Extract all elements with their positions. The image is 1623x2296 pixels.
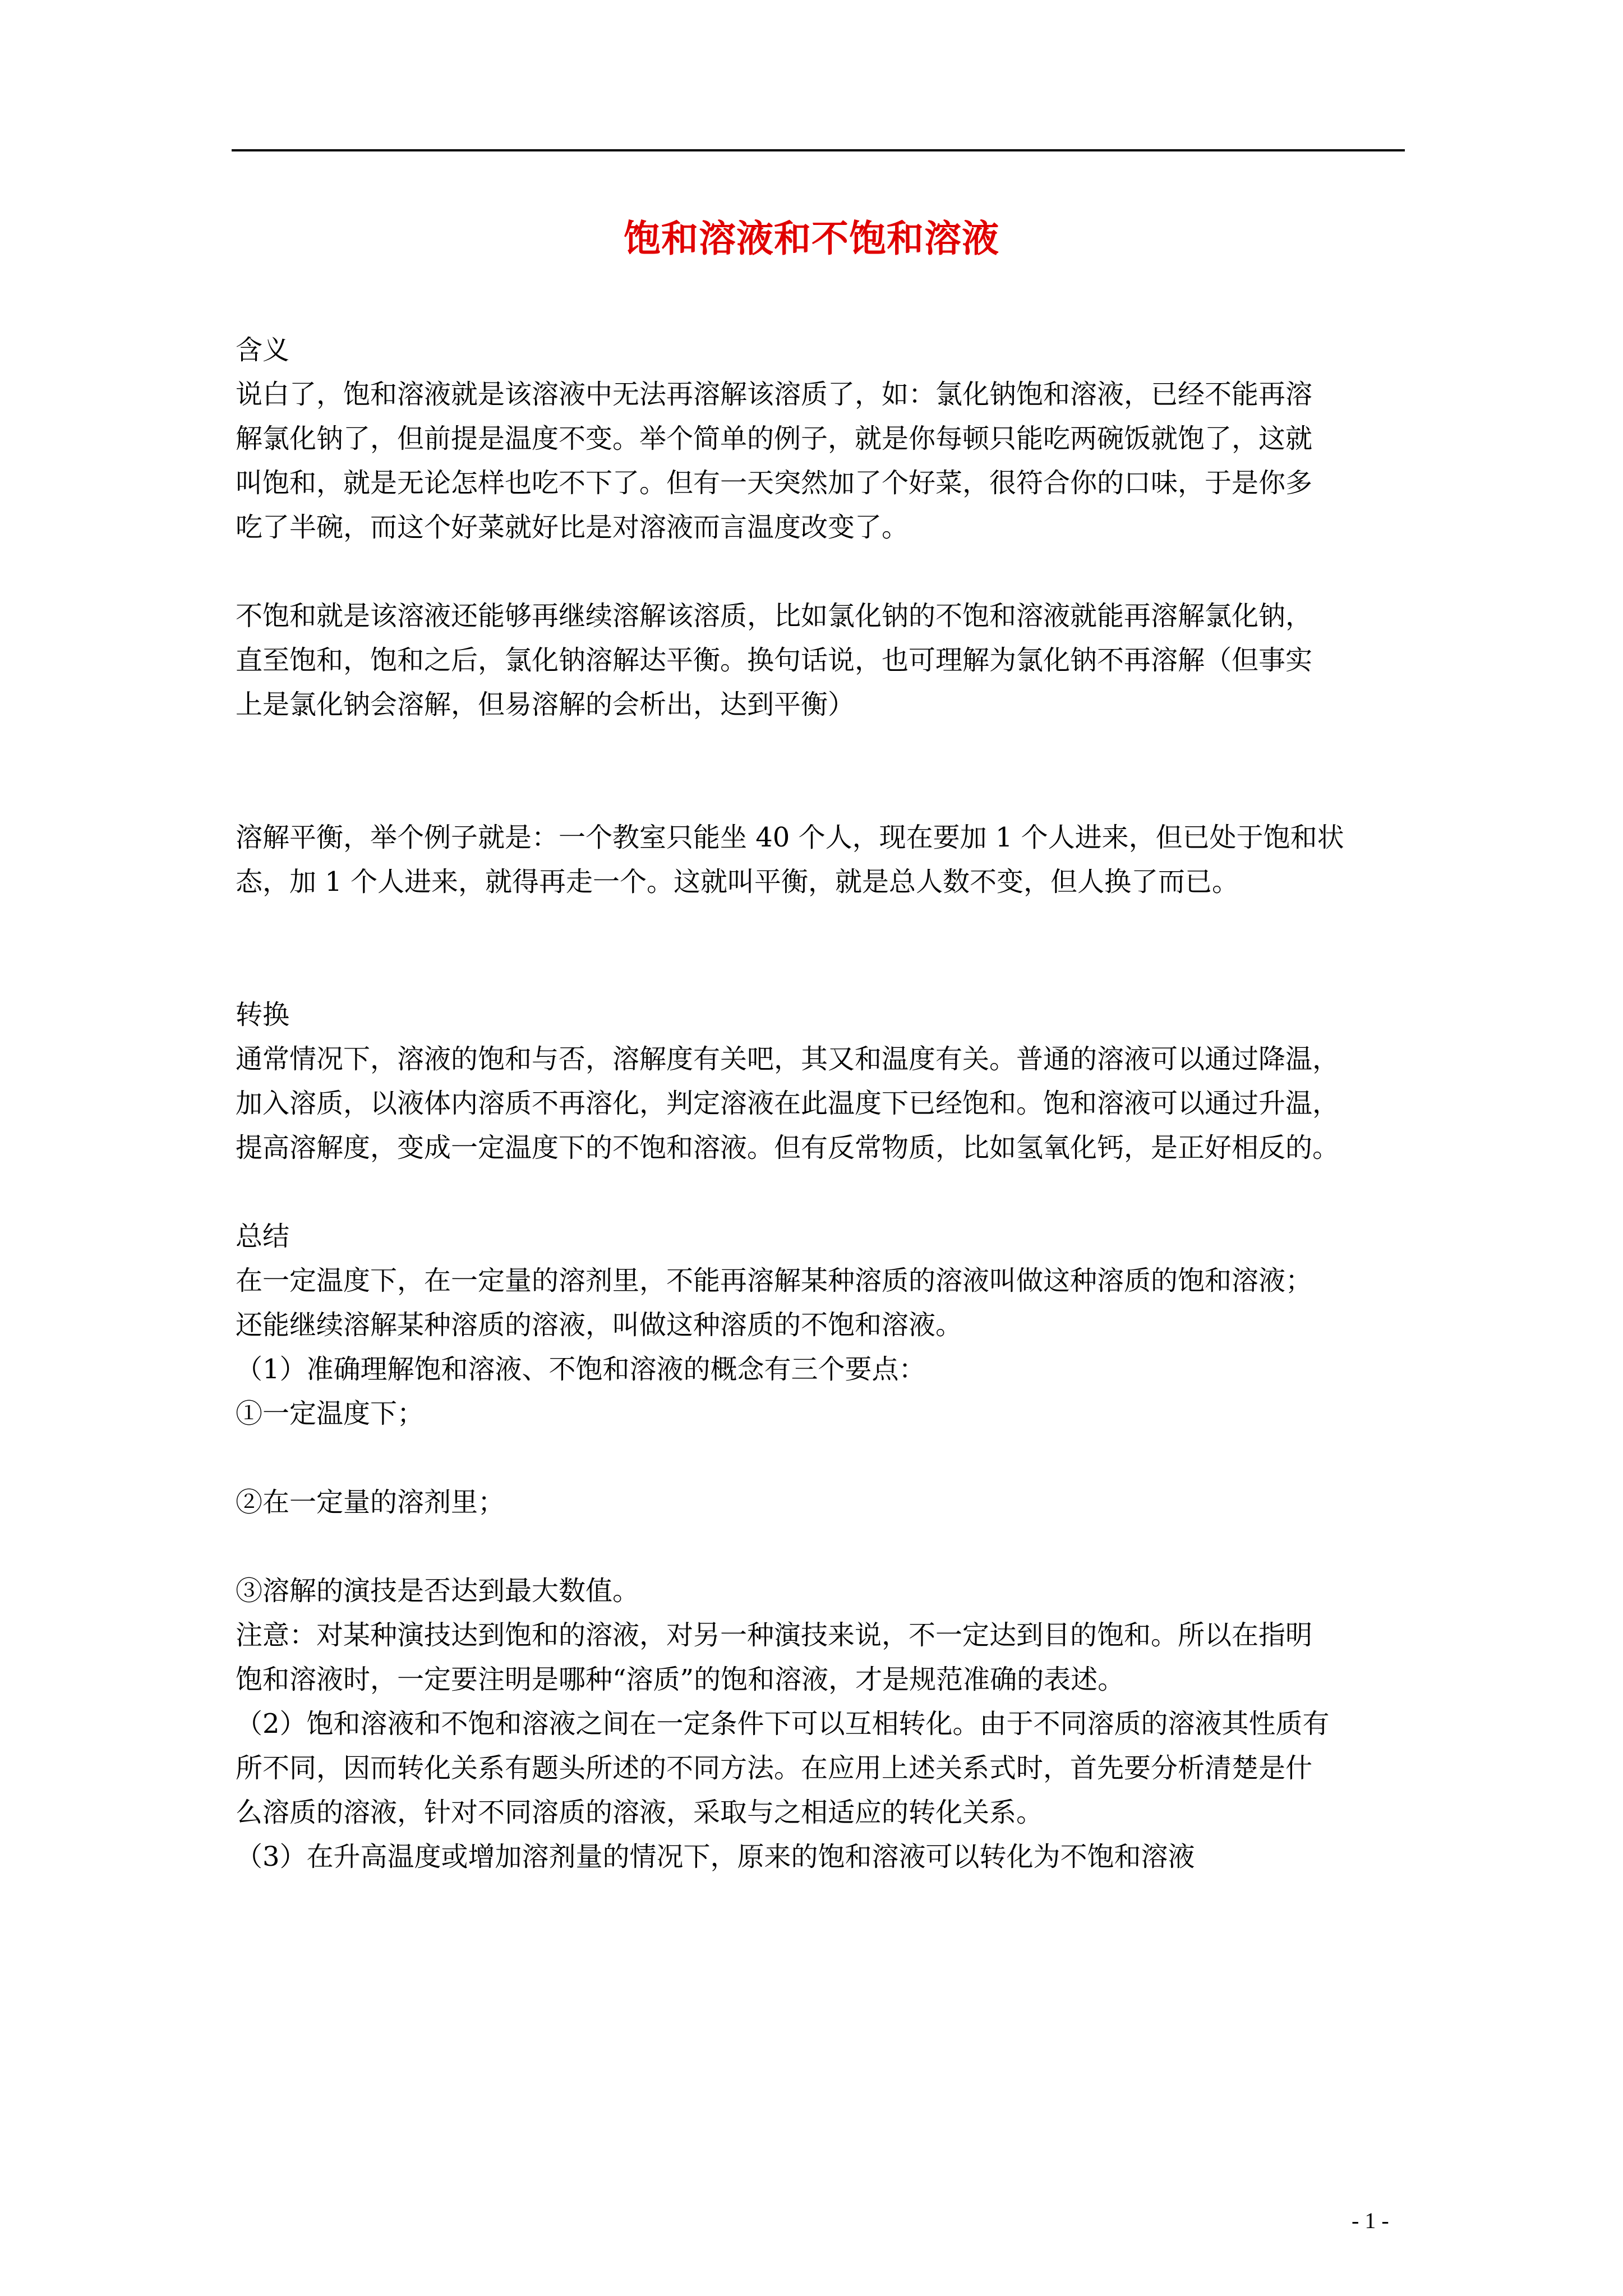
paragraph-gap bbox=[236, 727, 1413, 816]
paragraph-line: 提高溶解度，变成一定温度下的不饱和溶液。但有反常物质，比如氢氧化钙，是正好相反的。 bbox=[236, 1132, 1340, 1163]
paragraph-line: 溶解平衡，举个例子就是：一个教室只能坐 40 个人，现在要加 1 个人进来，但已处于饱和状 bbox=[236, 822, 1344, 853]
paragraph-gap bbox=[236, 1525, 1413, 1569]
paragraph-line: 说白了，饱和溶液就是该溶液中无法再溶解该溶质了，如：氯化钠饱和溶液，已经不能再溶 bbox=[236, 379, 1313, 410]
paragraph-line: （3）在升高温度或增加溶剂量的情况下，原来的饱和溶液可以转化为不饱和溶液 bbox=[236, 1841, 1195, 1872]
paragraph-line: 加入溶质，以液体内溶质不再溶化，判定溶液在此温度下已经饱和。饱和溶液可以通过升温， bbox=[236, 1088, 1340, 1119]
paragraph-line: 所不同，因而转化关系有题头所述的不同方法。在应用上述关系式时，首先要分析清楚是什 bbox=[236, 1752, 1313, 1784]
document-title: 饱和溶液和不饱和溶液 bbox=[624, 217, 999, 260]
paragraph-line: 么溶质的溶液，针对不同溶质的溶液，采取与之相适应的转化关系。 bbox=[236, 1797, 1044, 1828]
paragraph-line: 解氯化钠了，但前提是温度不变。举个简单的例子，就是你每顿只能吃两碗饭就饱了，这就 bbox=[236, 423, 1313, 454]
paragraph-line: 吃了半碗，而这个好菜就好比是对溶液而言温度改变了。 bbox=[236, 512, 909, 543]
paragraph-line: （2）饱和溶液和不饱和溶液之间在一定条件下可以互相转化。由于不同溶质的溶液其性质有 bbox=[236, 1708, 1330, 1740]
paragraph-gap bbox=[236, 550, 1413, 594]
paragraph-line: 直至饱和，饱和之后，氯化钠溶解达平衡。换句话说，也可理解为氯化钠不再溶解（但事实 bbox=[236, 645, 1313, 676]
section-heading-meaning: 含义 bbox=[236, 334, 290, 366]
paragraph-line: 态，加 1 个人进来，就得再走一个。这就叫平衡，就是总人数不变，但人换了而已。 bbox=[236, 866, 1239, 898]
section-heading-conversion: 转换 bbox=[236, 999, 290, 1030]
section-heading-summary: 总结 bbox=[236, 1221, 290, 1252]
paragraph-line: 上是氯化钠会溶解，但易溶解的会析出，达到平衡） bbox=[236, 689, 855, 720]
paragraph-line: 饱和溶液时，一定要注明是哪种“溶质”的饱和溶液，才是规范准确的表述。 bbox=[236, 1664, 1125, 1695]
paragraph-line: 不饱和就是该溶液还能够再继续溶解该溶质，比如氯化钠的不饱和溶液就能再溶解氯化钠， bbox=[236, 600, 1313, 632]
list-item-point-1: ①一定温度下； bbox=[236, 1398, 425, 1429]
paragraph-line: （1）准确理解饱和溶液、不饱和溶液的概念有三个要点： bbox=[236, 1354, 926, 1385]
document-body bbox=[236, 328, 1413, 1879]
paragraph-gap bbox=[236, 904, 1413, 993]
paragraph-gap bbox=[236, 1170, 1413, 1214]
paragraph-line: 在一定温度下，在一定量的溶剂里，不能再溶解某种溶质的溶液叫做这种溶质的饱和溶液； bbox=[236, 1265, 1313, 1296]
paragraph-gap bbox=[236, 1436, 1413, 1480]
header-rule bbox=[232, 149, 1405, 151]
paragraph-line: 注意：对某种演技达到饱和的溶液，对另一种演技来说，不一定达到目的饱和。所以在指明 bbox=[236, 1619, 1313, 1651]
paragraph-line: 通常情况下，溶液的饱和与否，溶解度有关吧，其又和温度有关。普通的溶液可以通过降温， bbox=[236, 1043, 1340, 1075]
page-number: - 1 - bbox=[1352, 2208, 1389, 2233]
list-item-point-2: ②在一定量的溶剂里； bbox=[236, 1487, 505, 1518]
paragraph-line: 还能继续溶解某种溶质的溶液，叫做这种溶质的不饱和溶液。 bbox=[236, 1309, 963, 1341]
paragraph-line: 叫饱和，就是无论怎样也吃不下了。但有一天突然加了个好菜，很符合你的口味，于是你多 bbox=[236, 467, 1313, 499]
list-item-point-3: ③溶解的演技是否达到最大数值。 bbox=[236, 1575, 640, 1607]
